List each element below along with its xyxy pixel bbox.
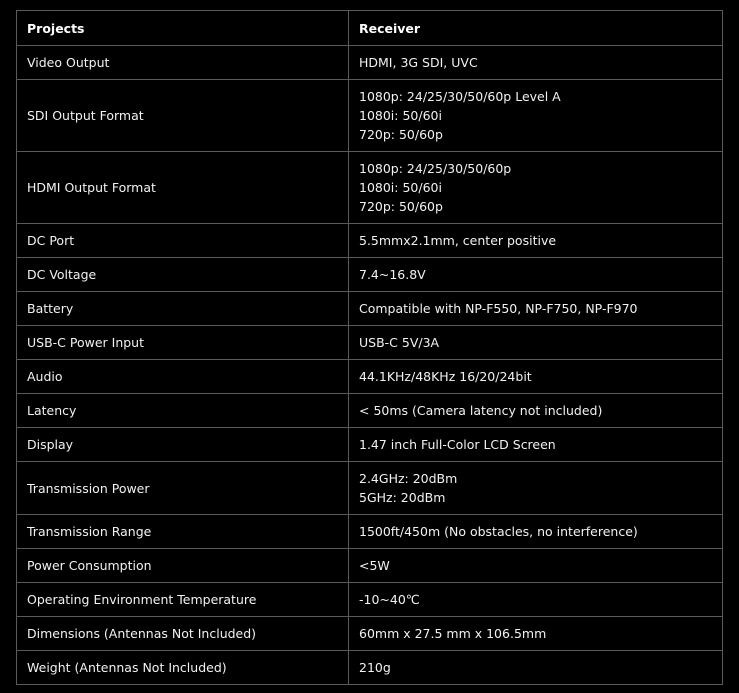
spec-value-line: Compatible with NP-F550, NP-F750, NP-F970 <box>359 301 638 316</box>
spec-value-line: 210g <box>359 660 391 675</box>
spec-value-line: 1500ft/450m (No obstacles, no interference) <box>359 524 638 539</box>
table-row <box>17 462 723 515</box>
spec-label: HDMI Output Format <box>17 152 349 224</box>
spec-value-line: 44.1KHz/48KHz 16/20/24bit <box>359 369 532 384</box>
table-row <box>17 360 723 394</box>
table-row <box>17 46 723 80</box>
spec-value <box>349 428 723 462</box>
table-row <box>17 258 723 292</box>
spec-value-line: <5W <box>359 558 390 573</box>
table-row <box>17 224 723 258</box>
spec-value <box>349 152 723 224</box>
header-receiver: Receiver <box>349 11 723 46</box>
spec-value <box>349 617 723 651</box>
spec-label: Dimensions (Antennas Not Included) <box>17 617 349 651</box>
spec-value <box>349 258 723 292</box>
table-row <box>17 326 723 360</box>
spec-value <box>349 46 723 80</box>
spec-value-line: 1080i: 50/60i <box>359 108 442 123</box>
table-row <box>17 80 723 152</box>
spec-value-line: 2.4GHz: 20dBm <box>359 471 458 486</box>
spec-value <box>349 394 723 428</box>
spec-value-line: 7.4~16.8V <box>359 267 426 282</box>
spec-label: SDI Output Format <box>17 80 349 152</box>
spec-value <box>349 549 723 583</box>
table-row <box>17 583 723 617</box>
table-row <box>17 428 723 462</box>
table-row <box>17 617 723 651</box>
spec-value-line: < 50ms (Camera latency not included) <box>359 403 603 418</box>
spec-value <box>349 360 723 394</box>
spec-label: Video Output <box>17 46 349 80</box>
spec-label: DC Port <box>17 224 349 258</box>
spec-label: USB-C Power Input <box>17 326 349 360</box>
spec-value <box>349 292 723 326</box>
spec-value-line: 5.5mmx2.1mm, center positive <box>359 233 557 248</box>
spec-value-line: 1.47 inch Full-Color LCD Screen <box>359 437 556 452</box>
spec-label: Latency <box>17 394 349 428</box>
spec-label: Audio <box>17 360 349 394</box>
spec-label: Operating Environment Temperature <box>17 583 349 617</box>
spec-value-line: 60mm x 27.5 mm x 106.5mm <box>359 626 547 641</box>
spec-value <box>349 515 723 549</box>
table-row <box>17 651 723 685</box>
table-row <box>17 515 723 549</box>
spec-value-line: 5GHz: 20dBm <box>359 490 446 505</box>
spec-value <box>349 462 723 515</box>
spec-value-line: 720p: 50/60p <box>359 127 443 142</box>
spec-value <box>349 224 723 258</box>
table-header-row <box>17 11 723 46</box>
spec-value-line: -10~40℃ <box>359 592 420 607</box>
spec-value <box>349 80 723 152</box>
spec-value <box>349 583 723 617</box>
spec-label: DC Voltage <box>17 258 349 292</box>
spec-value-line: 1080p: 24/25/30/50/60p <box>359 161 512 176</box>
header-projects: Projects <box>17 11 349 46</box>
spec-label: Transmission Power <box>17 462 349 515</box>
table-row <box>17 152 723 224</box>
spec-value <box>349 651 723 685</box>
spec-value-line: HDMI, 3G SDI, UVC <box>359 55 478 70</box>
spec-value-line: USB-C 5V/3A <box>359 335 440 350</box>
table-row <box>17 292 723 326</box>
table-row <box>17 394 723 428</box>
spec-value-line: 1080p: 24/25/30/50/60p Level A <box>359 89 561 104</box>
spec-label: Transmission Range <box>17 515 349 549</box>
spec-label: Power Consumption <box>17 549 349 583</box>
spec-label: Battery <box>17 292 349 326</box>
spec-value-line: 1080i: 50/60i <box>359 180 442 195</box>
table-row <box>17 549 723 583</box>
spec-table <box>16 10 723 685</box>
spec-value-line: 720p: 50/60p <box>359 199 443 214</box>
spec-label: Weight (Antennas Not Included) <box>17 651 349 685</box>
spec-value <box>349 326 723 360</box>
spec-label: Display <box>17 428 349 462</box>
spec-table-body <box>17 46 723 685</box>
